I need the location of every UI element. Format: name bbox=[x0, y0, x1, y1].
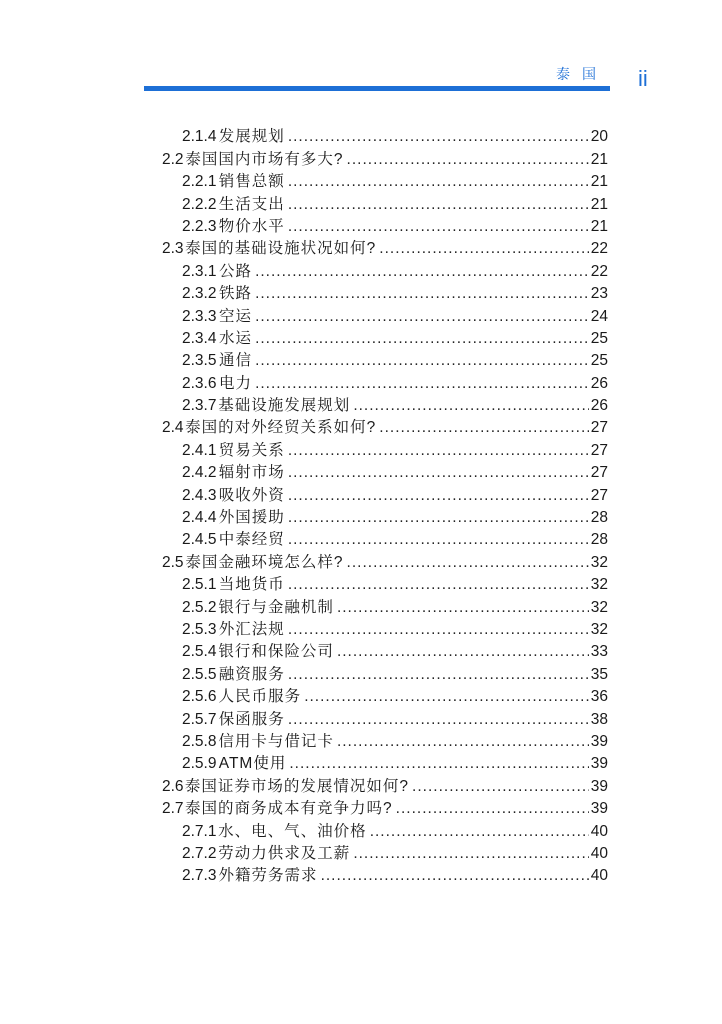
toc-entry-page: 22 bbox=[590, 240, 608, 258]
toc-entry-number: 2.7 bbox=[162, 800, 184, 818]
toc-entry-number: 2.4.3 bbox=[182, 486, 217, 504]
toc-entry[interactable] bbox=[0, 505, 608, 527]
toc-entry[interactable] bbox=[0, 617, 608, 639]
toc-entry-label: 贸易关系 bbox=[218, 441, 285, 459]
toc-entry-number: 2.3.7 bbox=[182, 397, 217, 415]
toc-entry-label: 泰国的基础设施状况如何? bbox=[185, 240, 377, 258]
toc-entry[interactable] bbox=[0, 706, 608, 728]
toc-entry-page: 39 bbox=[590, 777, 608, 795]
toc-entry-label: 电力 bbox=[219, 374, 253, 392]
toc-entry-number: 2.3.2 bbox=[182, 285, 217, 303]
toc-entry-number: 2.2.1 bbox=[182, 173, 217, 191]
toc-entry-page: 27 bbox=[590, 441, 608, 459]
toc-entry-page: 20 bbox=[590, 128, 608, 146]
toc-entry[interactable] bbox=[0, 796, 608, 818]
toc-entry-page: 21 bbox=[590, 217, 608, 235]
toc-entry[interactable] bbox=[0, 841, 608, 863]
toc-leader-dots bbox=[337, 642, 589, 661]
toc-entry-page: 27 bbox=[590, 486, 608, 504]
toc-entry-label: 外汇法规 bbox=[218, 620, 285, 638]
toc-leader-dots bbox=[288, 710, 589, 729]
toc-leader-dots bbox=[288, 486, 589, 505]
toc-leader-dots bbox=[288, 127, 589, 146]
toc-entry-page: 21 bbox=[590, 195, 608, 213]
toc-entry[interactable] bbox=[0, 303, 608, 325]
toc-entry-number: 2.4 bbox=[162, 419, 184, 437]
toc-leader-dots bbox=[321, 866, 589, 885]
toc-entry-label: 信用卡与借记卡 bbox=[218, 732, 334, 750]
toc-entry-number: 2.3 bbox=[162, 240, 184, 258]
toc-entry-label: 吸收外资 bbox=[218, 486, 285, 504]
toc-entry-number: 2.5.4 bbox=[182, 643, 217, 661]
toc-entry-page: 25 bbox=[590, 329, 608, 347]
toc-leader-dots bbox=[288, 195, 589, 214]
toc-entry-number: 2.2.3 bbox=[182, 217, 217, 235]
toc-entry[interactable] bbox=[0, 236, 608, 258]
toc-entry-page: 21 bbox=[590, 173, 608, 191]
toc-entry-page: 25 bbox=[590, 352, 608, 370]
toc-leader-dots bbox=[288, 620, 589, 639]
toc-entry-page: 22 bbox=[590, 262, 608, 280]
toc-entry-number: 2.5.2 bbox=[182, 598, 217, 616]
toc-leader-dots bbox=[337, 732, 589, 751]
toc-entry-label: 基础设施发展规划 bbox=[218, 397, 351, 415]
toc-entry-label: 公路 bbox=[219, 262, 253, 280]
toc-entry-number: 2.6 bbox=[162, 777, 184, 795]
toc-entry[interactable] bbox=[0, 393, 608, 415]
toc-entry[interactable] bbox=[0, 326, 608, 348]
toc-list bbox=[0, 124, 608, 885]
toc-entry[interactable] bbox=[0, 370, 608, 392]
toc-leader-dots bbox=[288, 172, 589, 191]
toc-leader-dots bbox=[255, 351, 589, 370]
toc-entry-page: 32 bbox=[590, 598, 608, 616]
toc-entry-label: 水运 bbox=[219, 329, 253, 347]
toc-entry[interactable] bbox=[0, 751, 608, 773]
toc-entry-label: 发展规划 bbox=[218, 128, 285, 146]
toc-leader-dots bbox=[347, 553, 589, 572]
toc-leader-dots bbox=[353, 396, 588, 415]
toc-entry[interactable] bbox=[0, 773, 608, 795]
toc-leader-dots bbox=[288, 441, 589, 460]
toc-entry-label: ATM使用 bbox=[218, 755, 287, 773]
toc-entry-label: 泰国的商务成本有竞争力吗? bbox=[185, 800, 393, 818]
toc-entry[interactable] bbox=[0, 684, 608, 706]
toc-entry-page: 24 bbox=[590, 307, 608, 325]
toc-entry-label: 泰国国内市场有多大? bbox=[185, 150, 344, 168]
toc-entry-page: 39 bbox=[590, 732, 608, 750]
toc-entry-number: 2.5.9 bbox=[182, 755, 217, 773]
toc-entry-page: 27 bbox=[590, 419, 608, 437]
toc-entry-label: 银行与金融机制 bbox=[218, 598, 334, 616]
toc-entry-label: 当地货币 bbox=[218, 576, 285, 594]
toc-entry-page: 23 bbox=[590, 285, 608, 303]
toc-leader-dots bbox=[288, 665, 589, 684]
toc-entry[interactable] bbox=[0, 661, 608, 683]
toc-entry[interactable] bbox=[0, 437, 608, 459]
toc-entry[interactable] bbox=[0, 124, 608, 146]
toc-entry-number: 2.5.8 bbox=[182, 732, 217, 750]
toc-entry-number: 2.7.3 bbox=[182, 867, 217, 885]
toc-leader-dots bbox=[304, 687, 589, 706]
toc-entry[interactable] bbox=[0, 281, 608, 303]
toc-leader-dots bbox=[255, 262, 589, 281]
toc-entry-number: 2.7.2 bbox=[182, 844, 217, 862]
toc-entry-page: 35 bbox=[590, 665, 608, 683]
toc-entry-label: 辐射市场 bbox=[218, 464, 285, 482]
toc-leader-dots bbox=[289, 754, 588, 773]
toc-entry-label: 中泰经贸 bbox=[218, 531, 285, 549]
toc-entry-label: 泰国金融环境怎么样? bbox=[185, 553, 344, 571]
toc-entry[interactable] bbox=[0, 169, 608, 191]
toc-entry-number: 2.5.6 bbox=[182, 688, 217, 706]
toc-entry-number: 2.5 bbox=[162, 553, 184, 571]
toc-entry-label: 物价水平 bbox=[218, 217, 285, 235]
toc-leader-dots bbox=[288, 575, 589, 594]
toc-entry-number: 2.3.5 bbox=[182, 352, 217, 370]
toc-entry-page: 27 bbox=[590, 464, 608, 482]
toc-entry[interactable] bbox=[0, 460, 608, 482]
toc-leader-dots bbox=[255, 374, 589, 393]
toc-entry[interactable] bbox=[0, 146, 608, 168]
toc-entry[interactable] bbox=[0, 639, 608, 661]
toc-entry-page: 39 bbox=[590, 800, 608, 818]
toc-entry-label: 泰国的对外经贸关系如何? bbox=[185, 419, 377, 437]
toc-entry-label: 铁路 bbox=[219, 285, 253, 303]
toc-entry-number: 2.2.2 bbox=[182, 195, 217, 213]
toc-entry[interactable] bbox=[0, 348, 608, 370]
toc-leader-dots bbox=[353, 844, 588, 863]
toc-entry[interactable] bbox=[0, 415, 608, 437]
toc-entry-page: 40 bbox=[590, 822, 608, 840]
toc-entry-page: 26 bbox=[590, 374, 608, 392]
toc-entry-number: 2.2 bbox=[162, 150, 184, 168]
toc-entry-number: 2.4.5 bbox=[182, 531, 217, 549]
toc-entry-number: 2.5.1 bbox=[182, 576, 217, 594]
toc-entry-page: 38 bbox=[590, 710, 608, 728]
toc-entry[interactable] bbox=[0, 549, 608, 571]
toc-entry-label: 泰国证券市场的发展情况如何? bbox=[184, 777, 410, 795]
page-number: ii bbox=[638, 66, 648, 91]
toc-entry-page: 32 bbox=[590, 553, 608, 571]
toc-entry-page: 33 bbox=[590, 643, 608, 661]
toc-entry-label: 外国援助 bbox=[218, 509, 285, 527]
toc-entry[interactable] bbox=[0, 214, 608, 236]
toc-entry-label: 生活支出 bbox=[218, 195, 285, 213]
toc-leader-dots bbox=[288, 530, 589, 549]
toc-entry-page: 39 bbox=[590, 755, 608, 773]
toc-entry-number: 2.7.1 bbox=[182, 822, 217, 840]
toc-leader-dots bbox=[347, 150, 589, 169]
toc-entry-page: 28 bbox=[590, 531, 608, 549]
toc-entry-number: 2.3.4 bbox=[182, 329, 217, 347]
toc-leader-dots bbox=[288, 217, 589, 236]
toc-entry-number: 2.5.5 bbox=[182, 665, 217, 683]
toc-entry-page: 32 bbox=[590, 576, 608, 594]
toc-leader-dots bbox=[379, 418, 588, 437]
toc-leader-dots bbox=[288, 508, 589, 527]
toc-entry-number: 2.3.1 bbox=[182, 262, 217, 280]
toc-entry-number: 2.3.6 bbox=[182, 374, 217, 392]
toc-entry-number: 2.5.3 bbox=[182, 620, 217, 638]
toc-entry-label: 空运 bbox=[219, 307, 253, 325]
header-rule bbox=[144, 86, 610, 91]
toc-entry[interactable] bbox=[0, 482, 608, 504]
toc-entry-page: 40 bbox=[590, 844, 608, 862]
toc-leader-dots bbox=[255, 284, 589, 303]
toc-leader-dots bbox=[255, 329, 589, 348]
toc-entry[interactable] bbox=[0, 572, 608, 594]
toc-entry-page: 28 bbox=[590, 509, 608, 527]
toc-entry-number: 2.4.2 bbox=[182, 464, 217, 482]
toc-entry-page: 40 bbox=[590, 867, 608, 885]
toc-entry-label: 水、电、气、油价格 bbox=[218, 822, 367, 840]
toc-entry-page: 21 bbox=[590, 150, 608, 168]
toc-entry[interactable] bbox=[0, 594, 608, 616]
toc-leader-dots bbox=[288, 463, 589, 482]
running-header-title: 泰国 bbox=[556, 66, 608, 82]
toc-leader-dots bbox=[370, 822, 589, 841]
toc-entry[interactable] bbox=[0, 527, 608, 549]
toc-entry-label: 融资服务 bbox=[218, 665, 285, 683]
toc-entry-page: 36 bbox=[590, 688, 608, 706]
toc-entry-label: 销售总额 bbox=[218, 173, 285, 191]
toc-entry-number: 2.1.4 bbox=[182, 128, 217, 146]
toc-entry-page: 32 bbox=[590, 620, 608, 638]
toc-entry-label: 银行和保险公司 bbox=[218, 643, 334, 661]
toc-entry-label: 劳动力供求及工薪 bbox=[218, 844, 351, 862]
toc-entry[interactable] bbox=[0, 863, 608, 885]
toc-leader-dots bbox=[396, 799, 589, 818]
toc-entry[interactable] bbox=[0, 191, 608, 213]
toc-entry-number: 2.4.1 bbox=[182, 441, 217, 459]
toc-entry-number: 2.5.7 bbox=[182, 710, 217, 728]
toc-leader-dots bbox=[412, 777, 589, 796]
toc-entry-label: 保函服务 bbox=[218, 710, 285, 728]
toc-entry-number: 2.4.4 bbox=[182, 509, 217, 527]
toc-entry-label: 人民币服务 bbox=[218, 688, 302, 706]
toc-entry-number: 2.3.3 bbox=[182, 307, 217, 325]
toc-leader-dots bbox=[337, 598, 589, 617]
toc-entry[interactable] bbox=[0, 729, 608, 751]
toc-entry-label: 通信 bbox=[219, 352, 253, 370]
toc-entry-label: 外籍劳务需求 bbox=[218, 867, 318, 885]
toc-entry[interactable] bbox=[0, 818, 608, 840]
toc-entry[interactable] bbox=[0, 258, 608, 280]
toc-leader-dots bbox=[255, 307, 589, 326]
toc-leader-dots bbox=[379, 239, 588, 258]
toc-entry-page: 26 bbox=[590, 397, 608, 415]
